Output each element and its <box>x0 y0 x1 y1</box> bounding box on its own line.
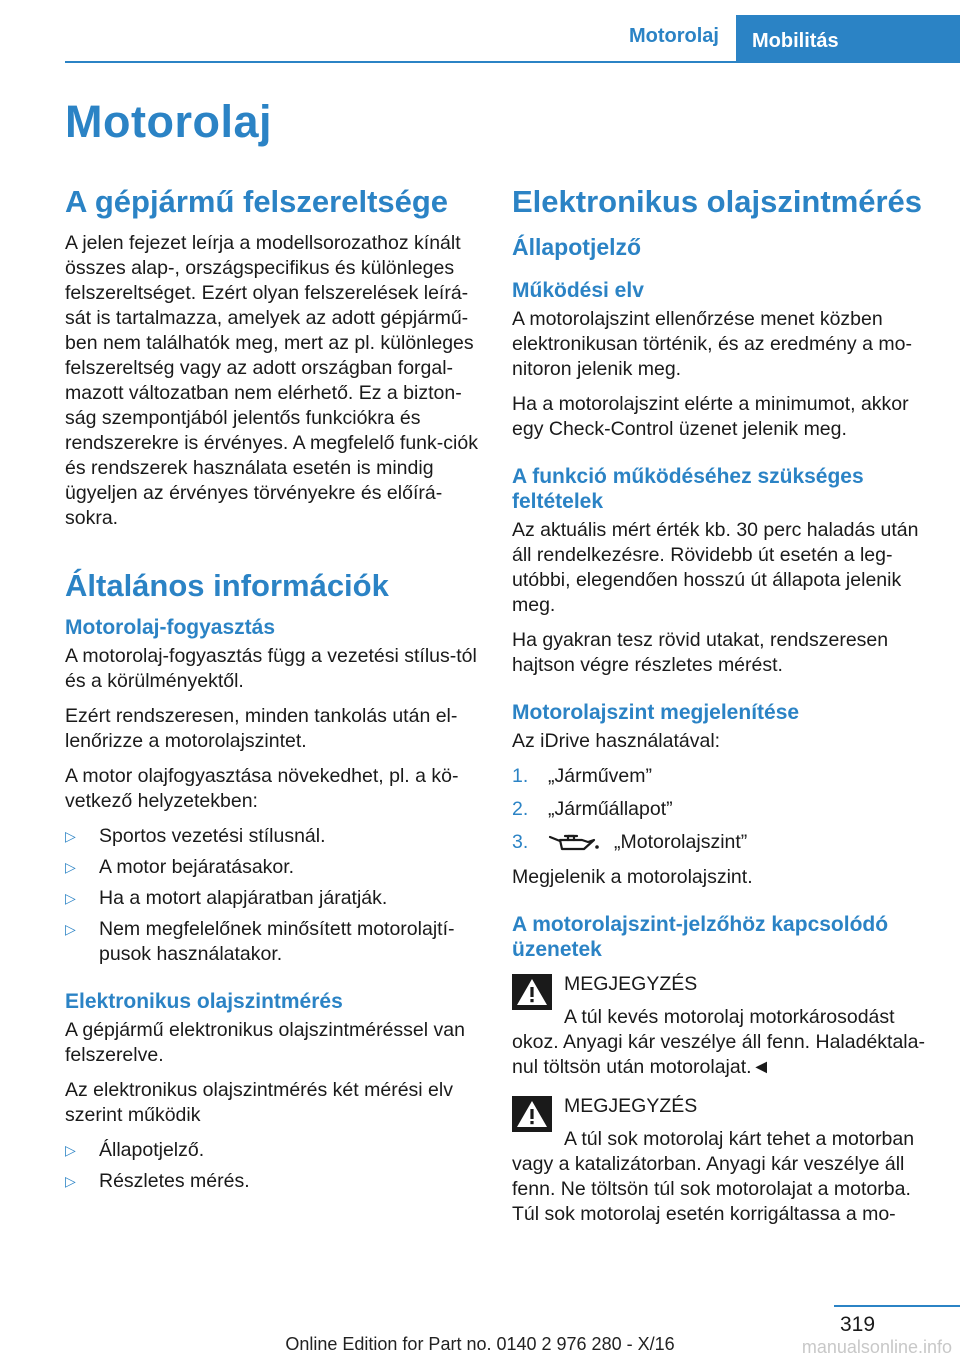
step-item: 1. „Járművem” <box>512 765 653 787</box>
left-column <box>65 183 485 1204</box>
warning-triangle-icon <box>512 1096 552 1132</box>
list-item: ▷ A motor bejáratásakor. <box>65 856 295 878</box>
list-item: ▷ Sportos vezetési stílusnál. <box>65 825 326 847</box>
heading-operating-principle: Működési elv <box>512 279 644 302</box>
edition-label: Online Edition for Part no. 0140 2 976 280 - X/16 <box>285 1334 675 1354</box>
warning-triangle-icon <box>512 974 552 1010</box>
oil-consumption-paragraph-2: Ezért rendszeresen, minden tankolás után el-lenőrizze a motorolajszintet. <box>65 705 458 752</box>
header-rule <box>65 61 960 63</box>
electronic-oil-paragraph-2: Az elektronikus olajszintmérés két mérési elv szerint működik <box>65 1079 453 1126</box>
list-item: ▷ Részletes mérés. <box>65 1170 250 1192</box>
display-steps <box>512 764 932 855</box>
oil-consumption-paragraph-1: A motorolaj-fogyasztás függ a vezetési stílus-tól és a körülményektől. <box>65 645 477 692</box>
note-text: A túl kevés motorolaj motorkárosodást okoz. Anyagi kár veszélye áll fenn. Haladéktala-nul töltsön után motorolajat.◄ <box>512 1006 925 1078</box>
section-title-general-info: Általános információk <box>65 568 389 603</box>
triangle-right-icon: ▷ <box>65 859 76 875</box>
oil-can-icon <box>548 832 600 854</box>
triangle-right-icon: ▷ <box>65 921 76 937</box>
principle-paragraph-2: Ha a motorolajszint elérte a minimumot, akkor egy Check-Control üzenet jelenik meg. <box>512 393 909 440</box>
section-title-equipment: A gépjármű felszereltsége <box>65 184 449 219</box>
list-item: ▷ Állapotjelző. <box>65 1139 205 1161</box>
note-title: MEGJEGYZÉS <box>564 1095 698 1117</box>
step-item: 2. „Járműállapot” <box>512 798 673 820</box>
list-item: ▷ Nem megfelelőnek minősített motorolajtí-pusok használatakor. <box>65 918 455 965</box>
oil-consumption-list <box>65 824 485 967</box>
heading-oil-level-display: Motorolajszint megjelenítése <box>512 701 800 724</box>
list-item: ▷ Ha a motort alapjáratban járatják. <box>65 887 388 909</box>
section-title-electronic-oil: Elektronikus olajszintmérés <box>512 184 923 219</box>
triangle-right-icon: ▷ <box>65 1142 76 1158</box>
note-text: A túl sok motorolaj kárt tehet a motorban vagy a katalizátorban. Anyagi kár veszélye áll fenn. Ne töltsön túl sok motorolajat a motorba. Túl sok motorolaj esetén korrigáltassa a mo- <box>512 1128 915 1225</box>
heading-oil-messages: A motorolajszint-jelzőhöz kapcsolódó üzenetek <box>512 913 889 961</box>
display-result-paragraph: Megjelenik a motorolajszint. <box>512 866 753 888</box>
page-number: 319 <box>840 1313 876 1336</box>
subsection-title-electronic-oil: Elektronikus olajszintmérés <box>65 990 343 1013</box>
measurement-principles-list <box>65 1138 485 1194</box>
display-paragraph: Az iDrive használatával: <box>512 730 721 752</box>
note-title: MEGJEGYZÉS <box>564 973 698 995</box>
triangle-right-icon: ▷ <box>65 1173 76 1189</box>
right-column <box>512 183 932 1241</box>
conditions-paragraph-2: Ha gyakran tesz rövid utakat, rendszeresen hajtson végre részletes mérést. <box>512 629 889 676</box>
header-chapter-tab: Mobilitás <box>736 15 960 62</box>
watermark: manualsonline.info <box>801 1337 952 1357</box>
heading-function-conditions: A funkció működéséhez szükséges feltételek <box>512 465 864 513</box>
header-section-tab: Motorolaj <box>629 25 719 47</box>
triangle-right-icon: ▷ <box>65 890 76 906</box>
conditions-paragraph-1: Az aktuális mért érték kb. 30 perc haladás után áll rendelkezésre. Rövidebb út esetén a leg-utóbbi, elegendően hosszú út állapota jelenik meg. <box>512 519 919 616</box>
page-title: Motorolaj <box>65 96 272 147</box>
triangle-right-icon: ▷ <box>65 828 76 844</box>
equipment-paragraph: A jelen fejezet leírja a modellsorozathoz kínált összes alap-, országspecifikus és különleges felszereltséget. Ezért olyan felszerelések leírá-sát is tartalmazza, amelyek az adott gépjármű-ben nem találhatók meg, mert az pl. különleges felszereltség vagy az adott országban forgal-mazott változatban nem elérhető. Ez a bizton-ság szempontjából jelentős funkciókra és rendszerekre is érvényes. A megfelelő funk-ciók és rendszerek használata esetén is mindig ügyeljen az érvényes törvényekre és előírá-sokra. <box>65 232 478 529</box>
oil-consumption-paragraph-3: A motor olajfogyasztása növekedhet, pl. a kö-vetkező helyzetekben: <box>65 765 459 812</box>
principle-paragraph-1: A motorolajszint ellenőrzése menet közben elektronikusan történik, és az eredmény a mo-nitoron jelenik meg. <box>512 308 912 380</box>
subsection-title-status-indicator: Állapotjelző <box>512 234 642 260</box>
footer-rule <box>834 1305 960 1307</box>
step-item: 3. „Motorolajszint” <box>512 831 748 853</box>
note-too-much-oil <box>512 1094 932 1227</box>
electronic-oil-paragraph-1: A gépjármű elektronikus olajszintméréssel van felszerelve. <box>65 1019 465 1066</box>
note-too-little-oil <box>512 972 932 1080</box>
subsection-title-oil-consumption: Motorolaj-fogyasztás <box>65 616 276 639</box>
